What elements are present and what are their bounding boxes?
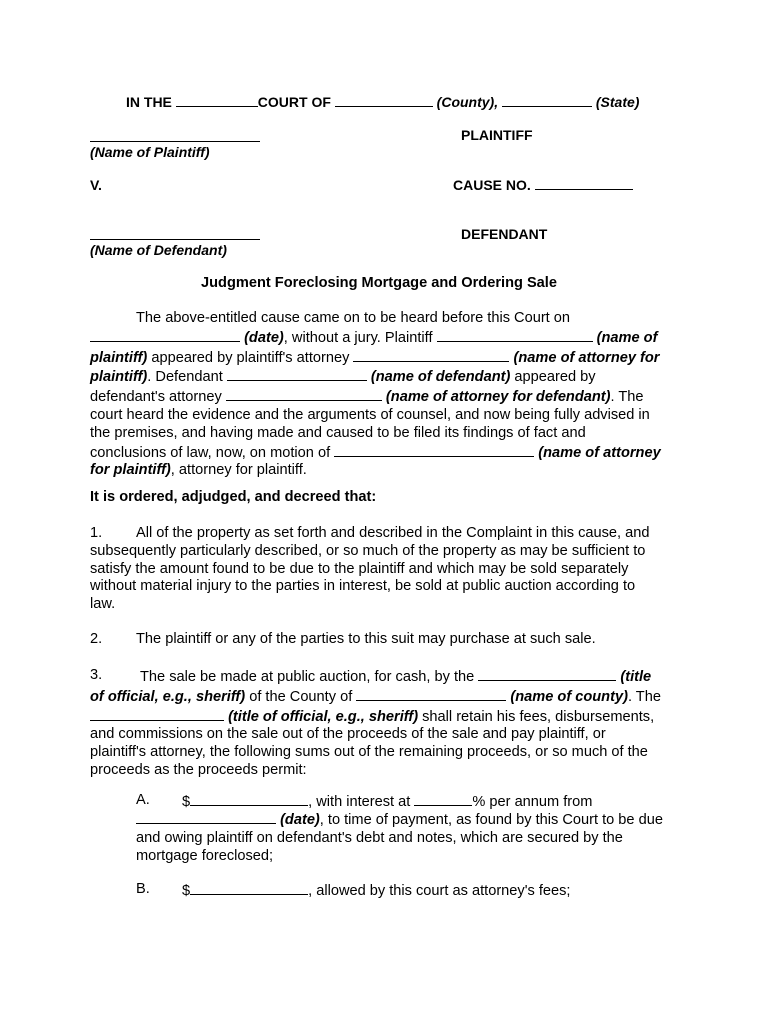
name-of-attorney-hint: (name of attorney xyxy=(538,444,661,461)
date-hint: (date) xyxy=(280,812,320,828)
plaintiff-attorney-blank[interactable] xyxy=(353,348,509,362)
cause-no-line xyxy=(453,176,633,194)
item-1-line: without material injury to the parties in interest, be sold at public auction according to xyxy=(90,578,636,595)
cause-no-label: CAUSE NO. xyxy=(453,177,531,193)
item-3-number: 3. xyxy=(90,667,103,683)
name-of-plaintiff-label: (Name of Plaintiff) xyxy=(90,144,210,160)
intro-line-8 xyxy=(90,443,690,463)
sub-a-line-1 xyxy=(182,792,692,812)
defendant-attorney-blank[interactable] xyxy=(226,387,382,401)
intro-text: defendant's attorney xyxy=(90,389,222,406)
sub-b-text: , allowed by this court as attorney's fees; xyxy=(308,883,571,899)
item-2-text: The plaintiff or any of the parties to this suit may purchase at such sale. xyxy=(136,631,596,647)
sub-a-line-2 xyxy=(136,810,696,830)
interest-rate-blank[interactable] xyxy=(414,792,472,806)
intro-text: conclusions of law, now, on motion of xyxy=(90,444,331,461)
document-title: Judgment Foreclosing Mortgage and Ordering Sale xyxy=(201,275,557,291)
item-3-text: The sale be made at public auction, for cash, by the xyxy=(140,669,475,685)
official-hint: (title of official, e.g., sheriff) xyxy=(228,708,419,725)
intro-line-2 xyxy=(90,328,690,348)
court-caption-line xyxy=(126,93,639,111)
versus-label: V. xyxy=(90,177,102,193)
item-1-line: subsequently particularly described, or so much of the property as may be sufficient to xyxy=(90,542,646,559)
intro-text: , without a jury. Plaintiff xyxy=(283,329,433,346)
motion-attorney-blank[interactable] xyxy=(334,443,534,457)
dollar-sign: $ xyxy=(182,794,191,810)
defendant-name-blank-2[interactable] xyxy=(227,367,367,381)
item-1-paragraph xyxy=(90,525,690,614)
intro-line-3 xyxy=(90,348,690,368)
plaintiff-label: PLAINTIFF xyxy=(461,127,533,143)
item-3-line: proceeds as the proceeds permit: xyxy=(90,761,307,778)
interest-date-blank[interactable] xyxy=(136,810,276,824)
sub-a-paragraph xyxy=(182,792,692,812)
intro-paragraph xyxy=(90,310,690,480)
intro-text: . The xyxy=(610,389,644,406)
name-of-county-hint: (name of county) xyxy=(510,688,628,705)
for-plaintiff-hint: for plaintiff) xyxy=(90,462,171,479)
county-name-blank[interactable] xyxy=(356,687,506,701)
attorney-for-defendant-hint: (name of attorney for defendant) xyxy=(385,389,611,406)
intro-line-7: the premises, and having made and caused to be filed its findings of fact and xyxy=(90,424,586,441)
dollar-sign: $ xyxy=(182,883,191,899)
defendant-label: DEFENDANT xyxy=(461,226,548,242)
sub-b-line-1 xyxy=(182,881,692,901)
sub-a-text: % per annum from xyxy=(472,794,593,810)
item-1-number: 1. xyxy=(90,525,103,541)
court-of-label: COURT OF xyxy=(257,94,331,110)
intro-text: . Defendant xyxy=(147,369,223,386)
in-the-label: IN THE xyxy=(126,94,172,110)
cause-no-blank[interactable] xyxy=(535,176,633,190)
sub-b-letter: B. xyxy=(136,881,150,897)
name-of-defendant-label: (Name of Defendant) xyxy=(90,242,227,258)
official-title-blank[interactable] xyxy=(478,667,616,681)
item-1-line: law. xyxy=(90,596,116,613)
sub-a-text: , to time of payment, as found by this Court to be due xyxy=(319,812,663,828)
hearing-date-blank[interactable] xyxy=(90,328,240,342)
intro-text: , attorney for plaintiff. xyxy=(170,462,307,479)
name-of-plaintiff-hint: (name of xyxy=(596,329,658,346)
item-3-paragraph xyxy=(90,667,690,780)
item-3-text: . The xyxy=(627,688,661,705)
court-name-blank[interactable] xyxy=(176,93,258,107)
amount-blank[interactable] xyxy=(190,792,308,806)
item-3-line-3 xyxy=(90,707,690,727)
sub-a-text: , with interest at xyxy=(308,794,411,810)
ordered-heading: It is ordered, adjudged, and decreed that: xyxy=(90,489,377,505)
official-hint: of official, e.g., sheriff) xyxy=(90,688,246,705)
date-label: (date) xyxy=(244,329,284,346)
item-3-line-2 xyxy=(90,687,690,707)
defendant-name-blank[interactable] xyxy=(90,226,260,240)
item-3-line-1 xyxy=(90,667,690,687)
sub-a-continued xyxy=(136,810,696,865)
sub-a-line: mortgage foreclosed; xyxy=(136,847,274,864)
item-1-line: All of the property as set forth and described in the Complaint in this cause, and xyxy=(136,525,650,541)
county-blank[interactable] xyxy=(335,93,433,107)
sub-a-line: and owing plaintiff on defendant's debt and notes, which are secured by the xyxy=(136,829,623,846)
item-2-number: 2. xyxy=(90,631,103,647)
plaintiff-hint: plaintiff) xyxy=(90,369,148,386)
intro-line-5 xyxy=(90,387,690,407)
state-blank[interactable] xyxy=(502,93,592,107)
item-3-line: and commissions on the sale out of the proceeds of the sale and pay plaintiff, or xyxy=(90,726,606,743)
intro-line-9 xyxy=(90,462,690,480)
item-3-text: shall retain his fees, disbursements, xyxy=(418,708,655,725)
county-label: (County), xyxy=(436,94,499,110)
attorney-fee-blank[interactable] xyxy=(190,881,308,895)
intro-text: appeared by plaintiff's attorney xyxy=(147,349,350,366)
item-1-line: satisfy the amount found to be due to the plaintiff and which may be sold separately xyxy=(90,560,629,577)
item-3-line: plaintiff's attorney, the following sums out of the remaining proceeds, or so much of the xyxy=(90,744,648,761)
sub-b-paragraph xyxy=(182,881,692,901)
item-3-text: of the County of xyxy=(245,688,353,705)
title-hint: (title xyxy=(620,669,652,685)
intro-text: appeared by xyxy=(510,369,596,386)
official-title-blank-2[interactable] xyxy=(90,707,224,721)
plaintiff-hint: plaintiff) xyxy=(90,349,148,366)
state-label: (State) xyxy=(595,94,640,110)
plaintiff-name-blank[interactable] xyxy=(90,128,260,142)
attorney-for-plaintiff-hint: (name of attorney for xyxy=(513,349,660,366)
intro-line-6: court heard the evidence and the arguments of counsel, and now being fully advised in xyxy=(90,406,650,423)
intro-line-4 xyxy=(90,367,690,387)
name-of-defendant-hint: (name of defendant) xyxy=(370,369,511,386)
sub-a-letter: A. xyxy=(136,792,150,808)
intro-line-1: The above-entitled cause came on to be heard before this Court on xyxy=(136,310,571,326)
plaintiff-name-blank-2[interactable] xyxy=(437,328,593,342)
